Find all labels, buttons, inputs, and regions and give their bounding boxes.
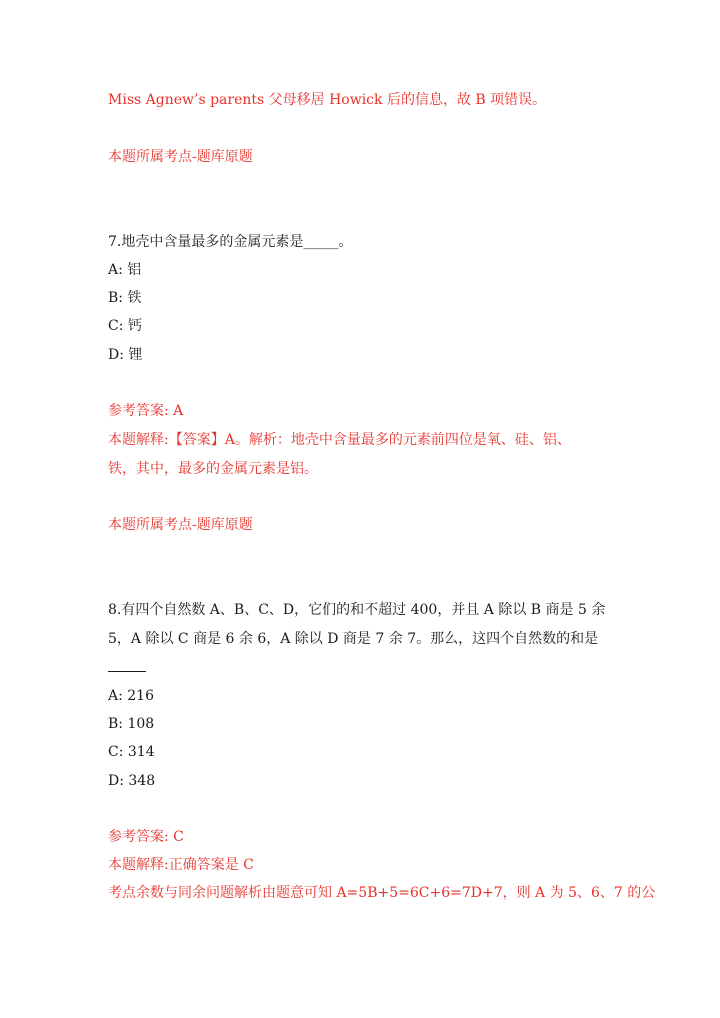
q8-option-c: C: 314	[108, 744, 155, 760]
q8-question-line2: 5，A 除以 C 商是 6 余 6，A 除以 D 商是 7 余 7。那么，这四个自然数的和是	[108, 631, 599, 647]
q8-option-d: D: 348	[108, 773, 156, 789]
q7-answer: 参考答案: A	[108, 403, 184, 419]
q7-option-c: C: 钙	[108, 318, 142, 334]
q7-explanation-line2: 铁，其中，最多的金属元素是铝。	[108, 461, 318, 477]
q7-explanation-line1: 本题解释:【答案】A。解析：地壳中含量最多的元素前四位是氧、硅、铝、	[108, 432, 571, 448]
q7-option-b: B: 铁	[108, 290, 142, 306]
q8-option-a: A: 216	[108, 688, 154, 704]
q7-option-d: D: 锂	[108, 347, 143, 363]
q8-explanation: 本题解释:正确答案是 C	[108, 857, 254, 873]
previous-source-tag: 本题所属考点-题库原题	[108, 149, 253, 165]
q8-option-b: B: 108	[108, 716, 155, 732]
q7-option-a: A: 铝	[108, 262, 142, 278]
previous-explanation-tail: Miss Agnew’s parents 父母移居 Howick 后的信息，故 B 项错误。	[108, 92, 547, 108]
q8-question-line1: 8.有四个自然数 A、B、C、D，它们的和不超过 400，并且 A 除以 B 商是 5 余	[108, 602, 606, 618]
q7-question: 7.地壳中含量最多的金属元素是_____。	[108, 234, 353, 250]
q8-answer-blank	[108, 671, 146, 672]
q8-analysis: 考点余数与同余问题解析由题意可知 A=5B+5=6C+6=7D+7，则 A 为 5、6、7 的公	[108, 885, 656, 901]
q8-answer: 参考答案: C	[108, 829, 184, 845]
q7-source-tag: 本题所属考点-题库原题	[108, 517, 253, 533]
